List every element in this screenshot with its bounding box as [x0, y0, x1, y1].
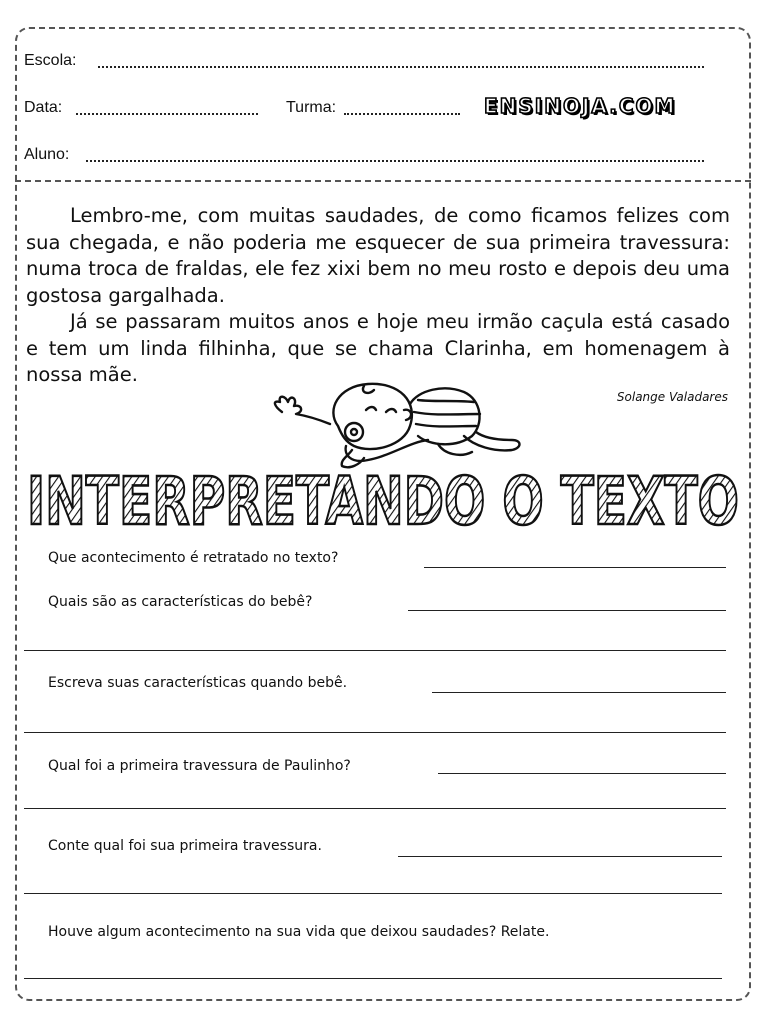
escola-label: Escola: — [24, 52, 77, 69]
reading-passage — [26, 203, 730, 389]
answer-line-4b[interactable] — [24, 808, 726, 809]
escola-field[interactable] — [98, 66, 704, 68]
answer-line-2b[interactable] — [24, 650, 726, 651]
answer-line-4[interactable] — [438, 773, 726, 774]
question-1: Que acontecimento é retratado no texto? — [48, 550, 339, 566]
section-title-banner — [20, 468, 746, 534]
answer-line-5b[interactable] — [24, 893, 722, 894]
answer-line-1[interactable] — [424, 567, 726, 568]
answer-line-3[interactable] — [432, 692, 726, 693]
aluno-label: Aluno: — [24, 146, 70, 163]
answer-line-6[interactable] — [24, 978, 722, 979]
header-divider — [15, 180, 751, 182]
answer-line-3b[interactable] — [24, 732, 726, 733]
author-credit: Solange Valadares — [616, 390, 728, 404]
question-4: Qual foi a primeira travessura de Paulinho? — [48, 758, 351, 774]
turma-field[interactable] — [344, 113, 460, 115]
section-title: INTERPRETANDO O TEXTO — [27, 468, 739, 534]
site-logo: ENSINOJA.COM — [484, 94, 677, 118]
crawling-baby-illustration — [268, 380, 528, 470]
aluno-field[interactable] — [86, 160, 704, 162]
question-3: Escreva suas características quando bebê. — [48, 675, 348, 691]
question-2: Quais são as características do bebê? — [48, 594, 313, 610]
answer-line-2[interactable] — [408, 610, 726, 611]
data-field[interactable] — [76, 113, 258, 115]
question-5: Conte qual foi sua primeira travessura. — [48, 838, 322, 854]
passage-paragraph-1: Lembro-me, com muitas saudades, de como ficamos felizes com sua chegada, e não poderia me esquecer de sua primeira travessura: numa troca de fraldas, ele fez xixi bem no meu rosto e depois deu uma gostosa gargalhada. — [26, 204, 730, 307]
passage-paragraph-2: Já se passaram muitos anos e hoje meu irmão caçula está casado e tem um linda filhinha, que se chama Clarinha, em homenagem à nossa mãe. — [26, 310, 730, 386]
answer-line-5[interactable] — [398, 856, 722, 857]
question-6: Houve algum acontecimento na sua vida que deixou saudades? Relate. — [48, 924, 550, 940]
data-label: Data: — [24, 99, 63, 116]
turma-label: Turma: — [286, 99, 337, 116]
